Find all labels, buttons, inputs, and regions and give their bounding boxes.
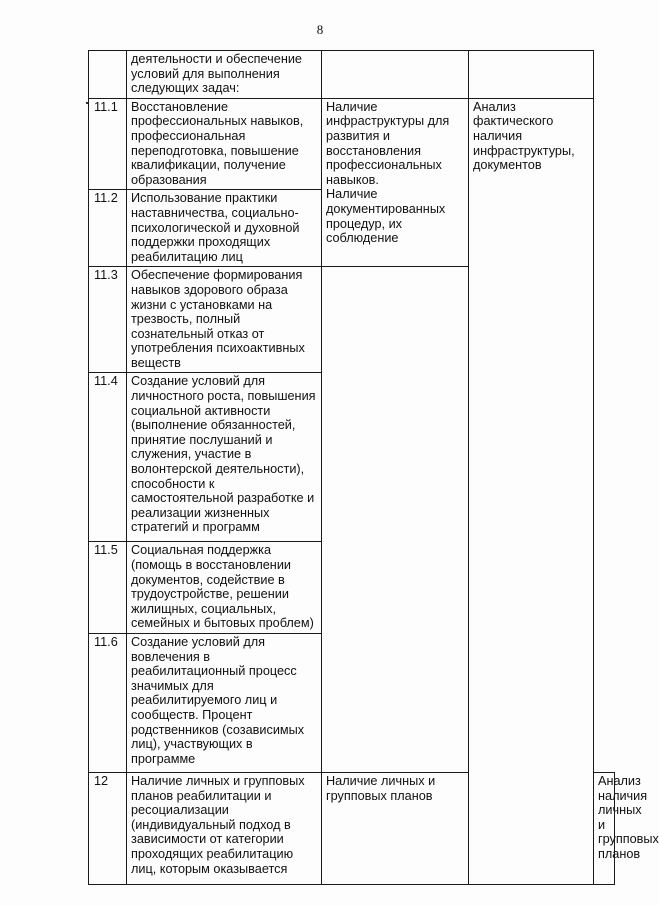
task-text: Создание условий для вовлечения в реабилитационный процесс значимых для реабилитируемого лиц и сообществ. Процент родственников (созависимых лиц), участвующих в программе (131, 635, 305, 766)
cell-indicator-empty (322, 267, 469, 773)
task-text: Восстановление профессиональных навыков, профессиональная переподготовка, повышение квалификации, получение образования (131, 99, 304, 187)
cell-num: 11.3 (89, 267, 127, 373)
cell-task (127, 190, 322, 267)
cell-method-shared (469, 98, 594, 884)
cell-indicator (322, 773, 469, 885)
task-text: деятельности и обеспечение условий для выполнения следующих задач: (131, 52, 302, 96)
table-row-11-1 (89, 98, 615, 190)
cell-num: 12 (89, 773, 127, 885)
method-text: Анализ наличия личных и групповых планов (598, 774, 659, 861)
page-number: 8 (316, 22, 324, 37)
cell-task (127, 267, 322, 373)
indicator-text: Наличие инфраструктуры для развития и восстановления профессиональных навыков. Наличие документированных процедур, их соблюдение (326, 99, 450, 246)
cell-num: 11.2 (89, 190, 127, 267)
cell-task (127, 51, 322, 99)
cell-indicator (322, 51, 469, 99)
cell-num: 11.5 (89, 542, 127, 634)
cell-task (127, 634, 322, 773)
cell-task (127, 373, 322, 542)
cell-task (127, 98, 322, 190)
task-text: Обеспечение формирования навыков здорового образа жизни с установками на трезвость, полный сознательный отказ от употребления психоактивных веществ (131, 268, 305, 370)
criteria-table (88, 50, 659, 885)
task-text: Создание условий для личностного роста, повышения социальной активности (выполнение обязанностей, принятие послушаний и служения, участие в волонтерской деятельности), способности к самостоятельной разработке и реализации жизненных стратегий и программ (131, 374, 316, 535)
task-text: Использование практики наставничества, социально- психологической и духовной поддержки проходящих реабилитацию лиц (131, 191, 300, 264)
cell-num: 11.1 (89, 98, 127, 190)
table-row-continuation (89, 51, 615, 99)
cell-num: 11.6 (89, 634, 127, 773)
cell-method (469, 51, 594, 99)
cell-task (127, 542, 322, 634)
cell-indicator-shared (322, 98, 469, 267)
cell-task (127, 773, 322, 885)
cell-method (594, 773, 659, 885)
method-text: Анализ фактического наличия инфраструктуры, документов (473, 99, 575, 173)
indicator-text: Наличие личных и групповых планов (326, 774, 436, 803)
task-text: Социальная поддержка (помощь в восстановлении документов, содействие в трудоустройстве, решении жилищных, социальных, семейных и бытовых проблем) (131, 543, 314, 631)
cell-num (89, 51, 127, 99)
cell-num: 11.4 (89, 373, 127, 542)
task-text: Наличие личных и групповых планов реабилитации и ресоциализации (индивидуальный подход в зависимости от категории проходящих реабилитацию лиц, которым оказывается (131, 774, 305, 876)
